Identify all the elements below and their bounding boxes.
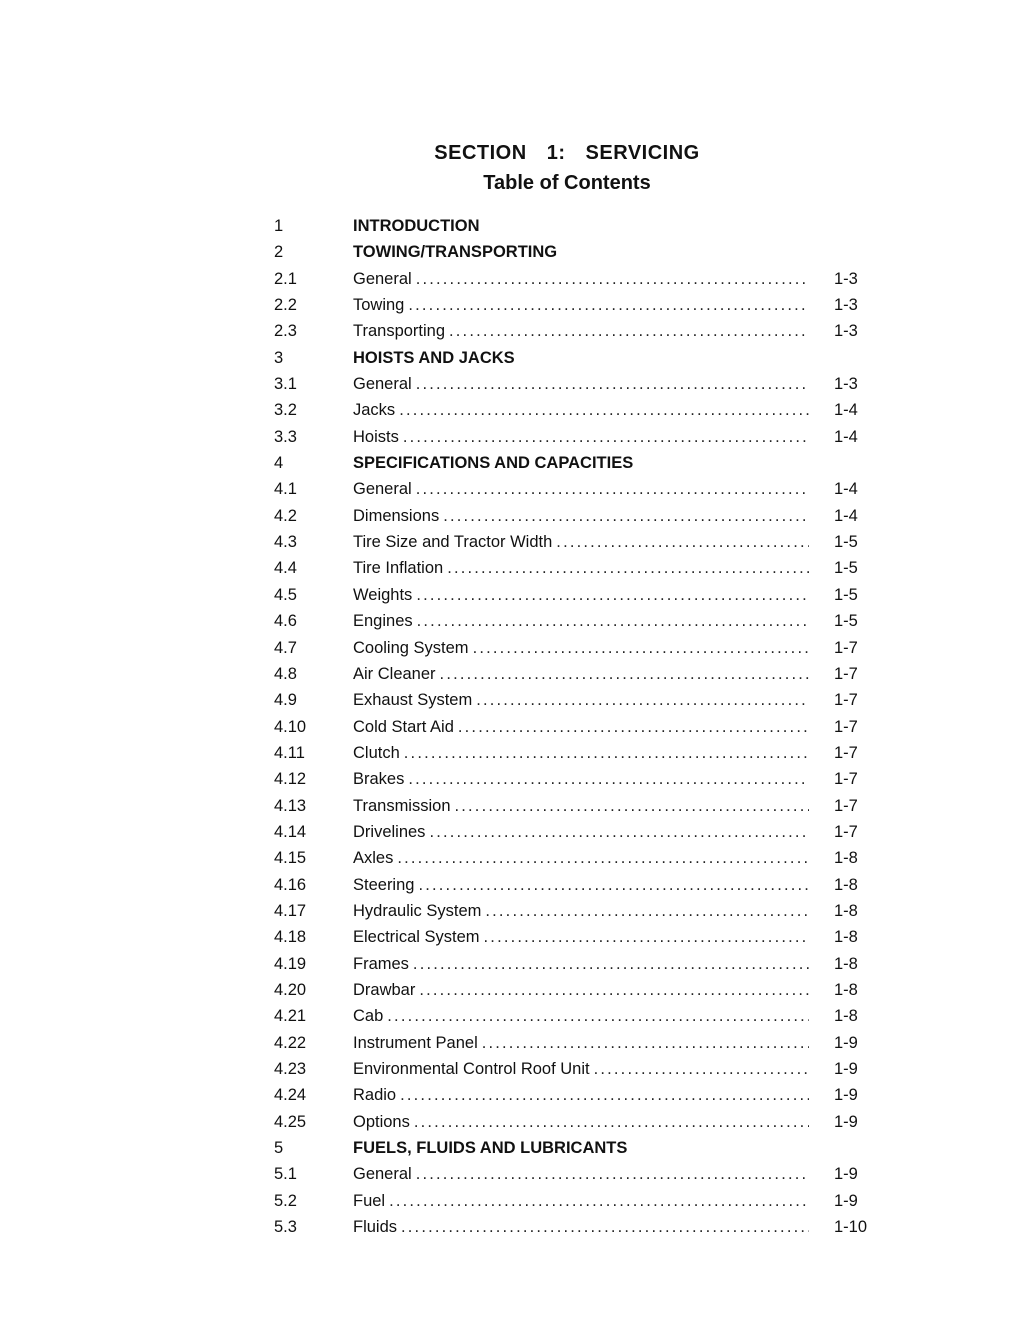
toc-entry-title: Weights [353,585,413,604]
toc-entry-number: 4.25 [274,1112,307,1131]
toc-entry [274,1030,874,1056]
toc-entry-title-leader [353,371,809,397]
toc-entry-number: 3.2 [274,401,297,420]
toc-entry-title: Brakes [353,770,405,789]
toc-entry-page: 1-8 [834,928,858,947]
toc-entry-title: Fluids [353,1218,398,1237]
toc-entry-title-leader [353,1056,809,1082]
toc-entry-page: 1-9 [834,1191,858,1210]
toc-entry-title-leader [353,687,809,713]
toc-entry-page: 1-5 [834,559,858,578]
toc-entry-title: Clutch [353,743,400,762]
toc-entry [274,529,874,555]
toc-entry-title: Tire Inflation [353,559,444,578]
toc-entry [274,1161,874,1187]
toc-entry-title-leader [353,318,809,344]
toc-entry-page: 1-9 [834,1033,858,1052]
toc-entry-title: Radio [353,1086,397,1105]
toc-entry [274,318,874,344]
toc-entry-number: 5.2 [274,1191,297,1210]
toc-entry [274,819,874,845]
toc-entry-title: Environmental Control Roof Unit [353,1060,590,1078]
toc-entry [274,476,874,502]
toc-entry-number: 4.16 [274,875,307,894]
toc-entry-title-leader [353,529,809,555]
toc-entry-title: Towing [353,296,405,315]
toc-entry-number: 4.6 [274,612,297,631]
toc-entry-title: Transmission [353,796,451,815]
toc-entry-number: 4.18 [274,928,307,947]
toc-entry-title: Hoists [353,427,399,446]
toc-entry [274,266,874,292]
toc-entry-title-leader [353,424,809,450]
section-title: SECTION 1: SERVICING [434,142,700,164]
toc-entry-page: 1-3 [834,322,858,341]
toc-entry-page: 1-8 [834,980,858,999]
toc-entry-page: 1-9 [834,1165,858,1184]
toc-entry-title: Frames [353,954,409,973]
toc-entry-title: Instrument Panel [353,1033,478,1052]
toc-entry-number: 5.3 [274,1218,297,1237]
toc-entry-number: 3.1 [274,375,297,394]
toc-entry-title-leader [353,766,809,792]
toc-entry-page: 1-8 [834,875,858,894]
toc-entry [274,397,874,423]
toc-entry-title-leader [353,898,809,924]
toc-entry [274,977,874,1003]
toc-entry-title: Drawbar [353,980,416,999]
toc-entry-title-leader [353,872,809,898]
toc-entry-page: 1-5 [834,533,858,552]
toc-entry-title-leader [353,951,809,977]
toc-entry-number: 5 [274,1139,284,1158]
toc-entry-number: 4.12 [274,770,307,789]
toc-entry-title: Exhaust System [353,691,473,710]
toc-entry [274,555,874,581]
toc-entry-title: Air Cleaner [353,664,436,683]
toc-entry-page: 1-9 [834,1112,858,1131]
toc-entry [274,635,874,661]
toc-entry [274,424,874,450]
toc-entry-number: 2.2 [274,296,297,315]
toc-entry-title-leader [353,714,809,740]
toc-entry [274,766,874,792]
toc-entry-number: 4.8 [274,664,297,683]
toc-entry-page: 1-10 [834,1218,868,1237]
toc-entry-title-leader [353,635,809,661]
toc-entry-page: 1-9 [834,1060,858,1078]
toc-entry [274,1109,874,1135]
toc-entry-title: General [353,480,412,499]
toc-entry-page: 1-4 [834,427,858,446]
toc-entry-title: INTRODUCTION [353,217,480,235]
toc-entry-page: 1-4 [834,401,858,420]
toc-entry-number: 4.2 [274,506,297,525]
toc-entry-title: Tire Size and Tractor Width [353,533,553,552]
toc-entry [274,687,874,713]
toc-entry-title-leader [353,1109,809,1135]
toc-entry-number: 2.3 [274,322,297,341]
toc-entry-title: Drivelines [353,822,426,841]
toc-entry-title-leader [353,977,809,1003]
toc-entry [274,371,874,397]
toc-entry [274,898,874,924]
toc-entry-title: Dimensions [353,506,440,525]
toc-entry [274,740,874,766]
toc-entry-title-leader [353,1082,809,1108]
toc-entry-page: 1-7 [834,691,858,710]
toc-entry-title: Jacks [353,401,396,420]
toc-entry-title-leader [353,450,873,476]
toc-entry [274,1082,874,1108]
toc-entry-number: 4.15 [274,849,307,868]
toc-entry-title-leader [353,1214,809,1240]
toc-entry-title: Cold Start Aid [353,717,454,736]
toc-entry-number: 3 [274,348,284,367]
toc-entry-number: 4.24 [274,1086,307,1105]
toc-entry [274,1214,874,1240]
toc-entry-page: 1-3 [834,296,858,315]
toc-entry-number: 5.1 [274,1165,297,1184]
toc-entry-title: FUELS, FLUIDS AND LUBRICANTS [353,1139,628,1158]
toc-entry-page: 1-4 [834,506,858,525]
toc-entry-title-leader [353,740,809,766]
toc-entry-title: Electrical System [353,928,480,947]
toc-entry-number: 4.23 [274,1060,307,1078]
toc-entry-title-leader [353,924,809,950]
toc-entry-title-leader [353,266,809,292]
toc-entry-number: 4.9 [274,691,297,710]
toc-entry [274,1056,874,1082]
toc-entry-title: Cooling System [353,638,469,657]
toc-entry-title: Options [353,1112,410,1131]
toc-entry [274,1003,874,1029]
toc-entry [274,503,874,529]
toc-entry-page: 1-5 [834,612,858,631]
toc-entry [274,924,874,950]
toc-entry-title: General [353,269,412,288]
toc-entry [274,872,874,898]
toc-entry-title: Cab [353,1007,384,1026]
toc-entry-page: 1-8 [834,849,858,868]
table-of-contents [274,213,874,1240]
toc-entry-title-leader [353,503,809,529]
toc-entry-title: Hydraulic System [353,901,482,920]
toc-entry-number: 4.11 [274,743,305,762]
toc-entry-number: 4.1 [274,480,297,499]
toc-entry [274,951,874,977]
toc-entry-title: Transporting [353,322,446,341]
toc-entry-page: 1-9 [834,1086,858,1105]
toc-entry-number: 4.19 [274,954,307,973]
toc-entry [274,1188,874,1214]
toc-entry-title: Steering [353,875,415,894]
toc-entry-title-leader [353,1135,873,1161]
toc-entry-title-leader [353,819,809,845]
toc-entry-number: 1 [274,217,284,235]
toc-section-heading [274,1135,874,1161]
toc-entry-title: TOWING/TRANSPORTING [353,243,558,262]
toc-entry-number: 4.17 [274,901,307,920]
toc-entry-number: 4.5 [274,585,297,604]
toc-entry-title: Axles [353,849,394,868]
toc-section-heading [274,450,874,476]
toc-entry-number: 4.7 [274,638,297,657]
toc-entry-title-leader [353,213,873,239]
toc-entry-title-leader [353,582,809,608]
toc-entry-title-leader [353,555,809,581]
toc-entry-page: 1-7 [834,796,858,815]
toc-entry-page: 1-7 [834,717,858,736]
toc-entry-title-leader [353,292,809,318]
toc-entry-number: 4.14 [274,822,307,841]
toc-entry-page: 1-7 [834,743,858,762]
toc-entry-page: 1-7 [834,822,858,841]
toc-entry-number: 4.4 [274,559,297,578]
toc-entry [274,582,874,608]
toc-entry-title: HOISTS AND JACKS [353,348,515,367]
toc-entry-title: General [353,375,412,394]
toc-entry [274,793,874,819]
toc-entry-title: General [353,1165,412,1184]
toc-entry-page: 1-8 [834,954,858,973]
toc-entry [274,292,874,318]
toc-entry-number: 2.1 [274,269,297,288]
toc-entry-page: 1-7 [834,770,858,789]
toc-entry-title-leader [353,239,873,265]
toc-entry-title-leader [353,845,809,871]
toc-heading [0,138,1024,198]
toc-entry-page: 1-5 [834,585,858,604]
toc-entry-title-leader [353,608,809,634]
toc-entry-title: SPECIFICATIONS AND CAPACITIES [353,454,634,473]
toc-subtitle: Table of Contents [483,172,651,194]
toc-entry-page: 1-7 [834,638,858,657]
toc-entry-page: 1-3 [834,269,858,288]
toc-entry-number: 4.22 [274,1033,307,1052]
toc-entry-title-leader [353,1161,809,1187]
toc-entry-title-leader [353,345,873,371]
toc-entry-page: 1-4 [834,480,858,499]
toc-entry-title-leader [353,1003,809,1029]
toc-section-heading [274,239,874,265]
toc-entry-title-leader [353,793,809,819]
toc-entry-page: 1-3 [834,375,858,394]
toc-entry-title: Engines [353,612,413,631]
toc-entry [274,661,874,687]
toc-entry-page: 1-8 [834,1007,858,1026]
toc-entry-number: 4.3 [274,533,297,552]
toc-entry-page: 1-8 [834,901,858,920]
toc-entry-title: Fuel [353,1191,386,1210]
toc-entry-title-leader [353,1030,809,1056]
toc-entry-number: 3.3 [274,427,297,446]
toc-entry [274,608,874,634]
toc-section-heading [274,213,874,239]
toc-entry-number: 2 [274,243,284,262]
toc-entry-number: 4.13 [274,796,307,815]
toc-entry-number: 4 [274,454,284,473]
toc-entry [274,714,874,740]
toc-entry-number: 4.20 [274,980,307,999]
toc-entry-title-leader [353,661,809,687]
toc-entry-number: 4.21 [274,1007,307,1026]
toc-entry-title-leader [353,1188,809,1214]
toc-entry-title-leader [353,476,809,502]
toc-entry [274,845,874,871]
toc-section-heading [274,345,874,371]
toc-entry-number: 4.10 [274,717,307,736]
toc-entry-title-leader [353,397,809,423]
toc-entry-page: 1-7 [834,664,858,683]
